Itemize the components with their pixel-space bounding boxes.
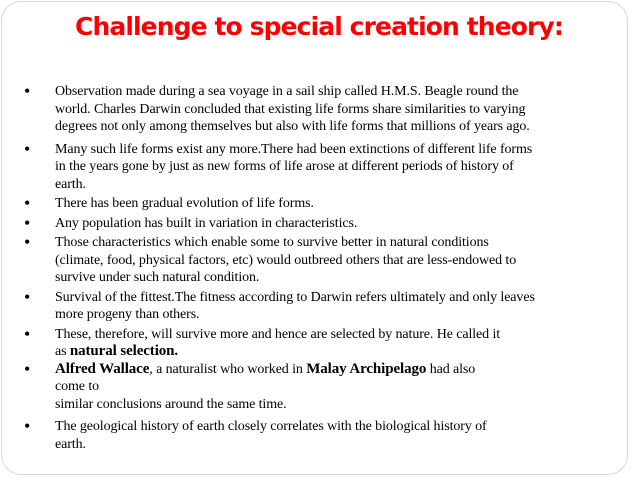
- bullet-text: The geological history of earth closely correlates with the biological history of earth.: [55, 419, 487, 452]
- bullet-item: [22, 195, 622, 213]
- bullet-icon: •: [24, 212, 31, 233]
- bullet-text: [55, 326, 622, 361]
- bullet-icon: •: [24, 286, 31, 307]
- bullet-item: [22, 286, 622, 324]
- bullet-text-part: These, therefore, will survive more and hence are selected by nature. He called it as: [55, 326, 501, 359]
- bullet-item: [22, 138, 622, 194]
- bullet-icon: •: [24, 232, 31, 252]
- bullet-text: [55, 361, 622, 414]
- bullet-text: Survival of the fittest.The fitness according to Darwin refers ultimately and only leaves more progeny than others.: [55, 289, 535, 322]
- wallace-name: Alfred Wallace: [55, 360, 150, 377]
- bullet-icon: •: [24, 416, 31, 436]
- bullet-item: [22, 323, 622, 361]
- bullet-text: Many such life forms exist any more.There had been extinctions of different life forms in the years gone by just as new forms of life arose at different periods of history of earth.: [55, 141, 533, 192]
- bullet-list: [22, 83, 622, 453]
- bullet-text-part: , a naturalist who worked in: [149, 361, 307, 377]
- bullet-icon: •: [24, 138, 31, 159]
- bullet-icon: •: [24, 358, 31, 379]
- bullet-item: [22, 418, 622, 453]
- bullet-item: [22, 83, 622, 136]
- bullet-item: [22, 234, 622, 287]
- bullet-item: [22, 212, 622, 233]
- bullet-text-part: had also come to similar conclusions around the same time.: [55, 361, 476, 412]
- malay-archipelago-term: Malay Archipelago: [306, 360, 427, 377]
- bullet-item: [22, 358, 622, 414]
- natural-selection-term: natural selection.: [69, 343, 179, 359]
- bullet-text: Any population has built in variation in characteristics.: [55, 215, 358, 231]
- bullet-text: Those characteristics which enable some to survive better in natural conditions (climate, food, physical factors, etc) would outbreed others that are less-endowed to survive under such natural condition.: [55, 235, 517, 285]
- bullet-text: There has been gradual evolution of life forms.: [55, 196, 314, 211]
- slide-title: Challenge to special creation theory:: [75, 12, 563, 41]
- bullet-icon: •: [24, 323, 31, 344]
- bullet-icon: •: [24, 81, 31, 101]
- bullet-text: Observation made during a sea voyage in a sail ship called H.M.S. Beagle round the world. Charles Darwin concluded that existing life forms share similarities to varying degrees not only among themselves but also with life forms that millions of years ago.: [55, 84, 530, 134]
- bullet-icon: •: [24, 193, 31, 213]
